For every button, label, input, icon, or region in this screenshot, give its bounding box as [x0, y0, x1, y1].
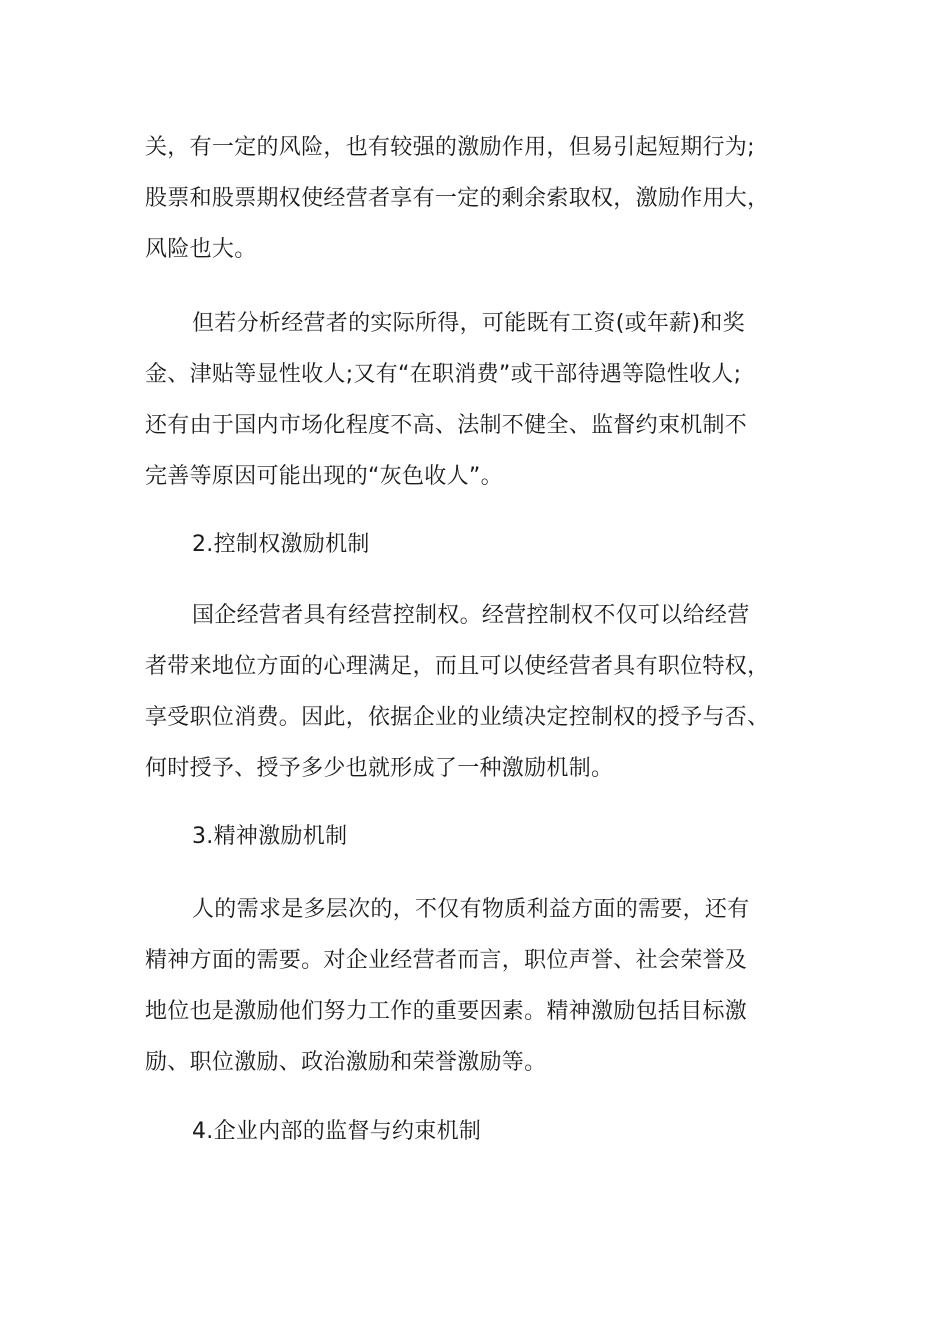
section-heading-spiritual-incentive [145, 811, 810, 862]
text-line: 地位也是激励他们努力工作的重要因素。精神激励包括目标激 [145, 999, 748, 1024]
text-line: 股票和股票期权使经营者享有一定的剩余索取权，激励作用大， [145, 186, 770, 211]
text-line: 精神方面的需要。对企业经营者而言，职位声誉、社会荣誉及 [145, 948, 748, 973]
text-line: 享受职位消费。因此，依据企业的业绩决定控制权的授予与否、 [145, 705, 770, 730]
text-line: 人的需求是多层次的，不仅有物质利益方面的需要，还有 [192, 897, 750, 922]
text-line: 风险也大。 [145, 237, 257, 262]
text-line: 关，有一定的风险，也有较强的激励作用，但易引起短期行为; [145, 135, 755, 160]
paragraph-continuation [145, 122, 810, 275]
paragraph-spiritual-incentive [145, 884, 810, 1088]
text-line: 国企经营者具有经营控制权。经营控制权不仅可以给经营 [192, 603, 750, 628]
text-line: 何时授予、授予多少也就形成了一种激励机制。 [145, 756, 614, 781]
paragraph-income-analysis [145, 298, 810, 502]
paragraph-control-rights [145, 590, 810, 794]
text-line: 但若分析经营者的实际所得，可能既有工资(或年薪)和奖 [192, 311, 745, 336]
heading-text: 3.精神激励机制 [192, 824, 348, 849]
text-line: 还有由于国内市场化程度不高、法制不健全、监督约束机制不 [145, 413, 748, 438]
text-line: 金、津贴等显性收人;又有“在职消费”或干部待遇等隐性收人; [145, 362, 742, 387]
text-line: 完善等原因可能出现的“灰色收人”。 [145, 464, 503, 489]
section-heading-control-rights [145, 519, 810, 570]
heading-text: 4.企业内部的监督与约束机制 [192, 1119, 482, 1144]
section-heading-supervision [145, 1106, 810, 1157]
text-line: 励、职位激励、政治激励和荣誉激励等。 [145, 1050, 547, 1075]
text-line: 者带来地位方面的心理满足，而且可以使经营者具有职位特权， [145, 654, 770, 679]
heading-text: 2.控制权激励机制 [192, 532, 370, 557]
